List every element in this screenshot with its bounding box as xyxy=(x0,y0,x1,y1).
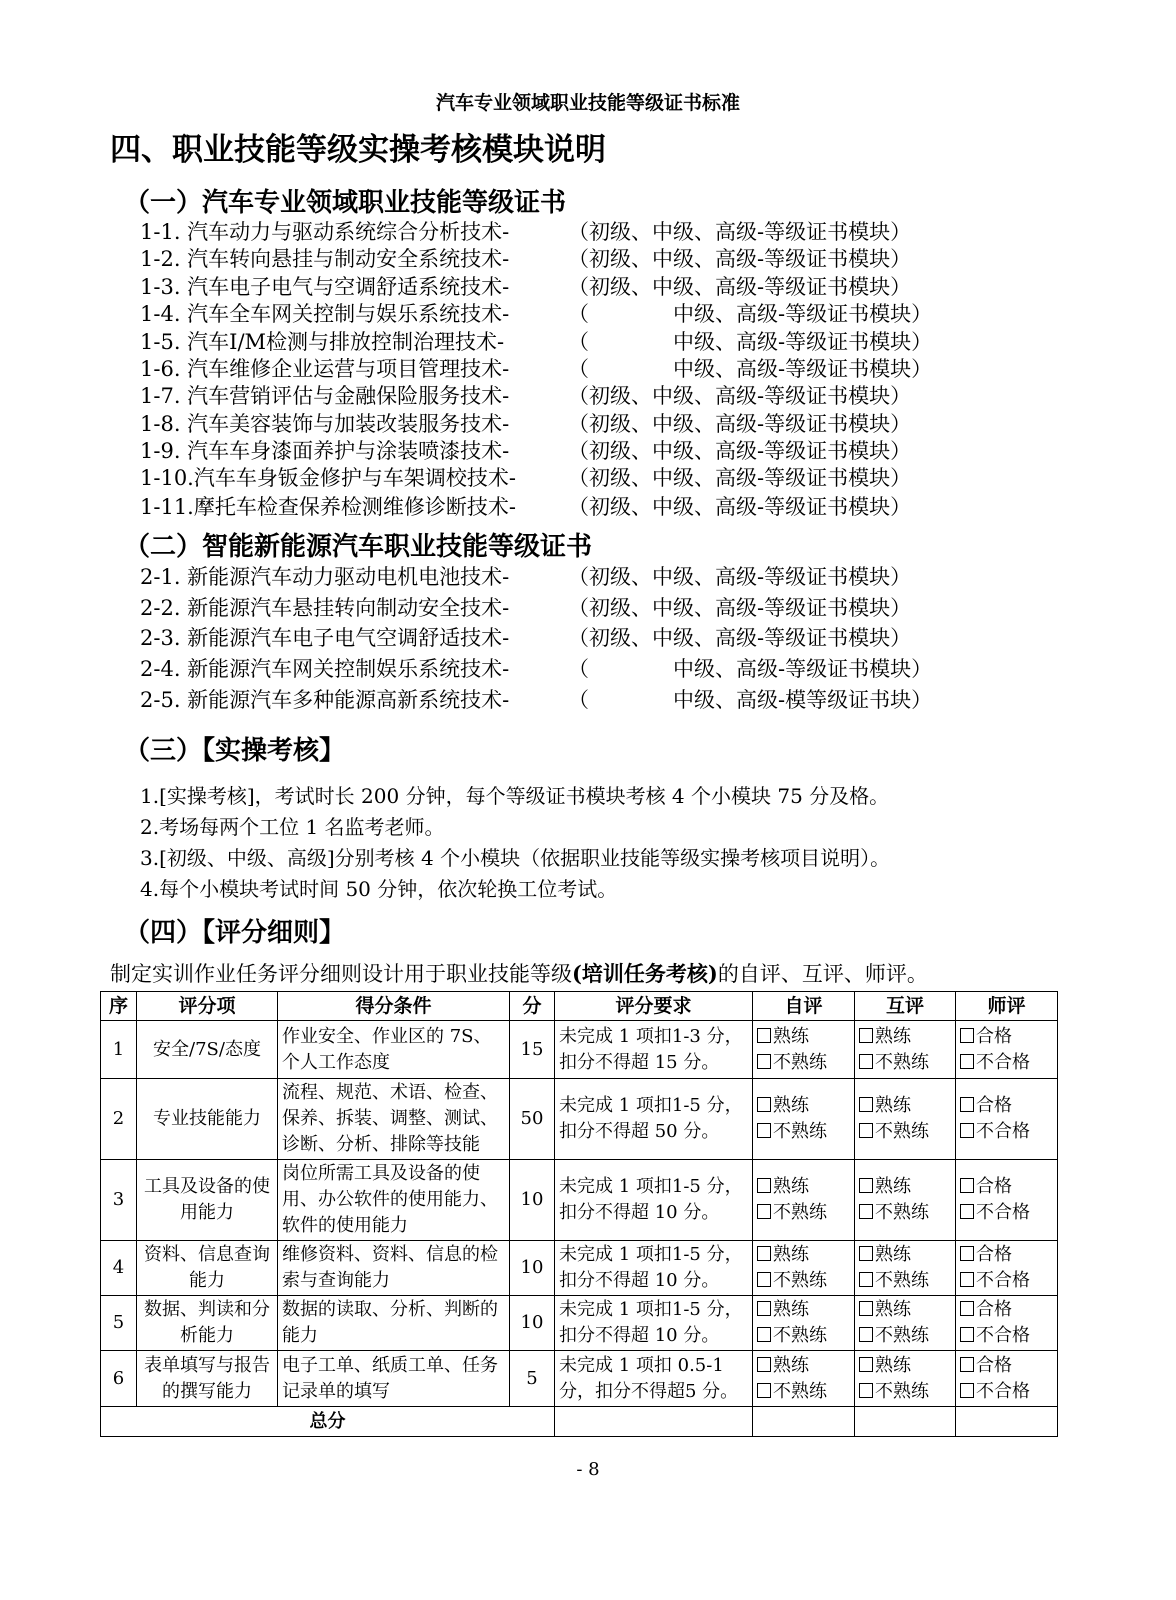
checkbox-option[interactable] xyxy=(757,1323,850,1349)
checkbox-label: 熟练 xyxy=(773,1244,809,1265)
checkbox-option[interactable] xyxy=(859,1323,951,1349)
table-row xyxy=(101,1296,1058,1351)
col-header-item: 评分项 xyxy=(137,992,278,1021)
checkbox-icon[interactable] xyxy=(757,1028,771,1043)
checkbox-label: 熟练 xyxy=(875,1354,911,1376)
checkbox-option[interactable] xyxy=(757,1242,850,1268)
module1-item xyxy=(140,491,912,521)
module1-item xyxy=(140,216,912,246)
item-levels: （初级、中级、高级-等级证书模块） xyxy=(568,626,912,650)
row-score: 10 xyxy=(510,1160,555,1241)
item-title: 2-5. 新能源汽车多种能源高新系统技术- xyxy=(140,688,510,712)
row-requirement: 未完成 1 项扣1-5 分，扣分不得超 50 分。 xyxy=(555,1079,753,1160)
module1-item xyxy=(140,408,912,438)
self-eval-cell xyxy=(753,1351,855,1407)
checkbox-icon[interactable] xyxy=(859,1054,873,1069)
checkbox-icon[interactable] xyxy=(757,1123,771,1138)
checkbox-option[interactable] xyxy=(859,1379,951,1405)
row-condition: 流程、规范、术语、检查、保养、拆装、调整、测试、诊断、分析、排除等技能 xyxy=(278,1079,510,1160)
checkbox-option[interactable] xyxy=(960,1353,1053,1379)
part4-title: （四）【评分细则】 xyxy=(124,918,346,948)
peer-eval-cell xyxy=(855,1241,956,1296)
peer-eval-cell xyxy=(855,1079,956,1160)
teacher-eval-cell xyxy=(956,1160,1058,1241)
part1-title: （一）汽车专业领域职业技能等级证书 xyxy=(124,188,567,218)
item-title: 2-2. 新能源汽车悬挂转向制动安全技术- xyxy=(140,596,510,620)
item-title: 2-4. 新能源汽车网关控制娱乐系统技术- xyxy=(140,657,510,681)
row-score: 10 xyxy=(510,1296,555,1351)
checkbox-option[interactable] xyxy=(960,1242,1053,1268)
checkbox-option[interactable] xyxy=(859,1093,951,1119)
checkbox-icon[interactable] xyxy=(960,1178,974,1193)
checkbox-icon[interactable] xyxy=(960,1246,974,1261)
checkbox-option[interactable] xyxy=(960,1323,1053,1349)
module1-item xyxy=(140,380,912,410)
item-title: 1-4. 汽车全车网关控制与娱乐系统技术- xyxy=(140,302,510,326)
total-label: 总分 xyxy=(101,1407,555,1437)
row-item: 数据、判读和分析能力 xyxy=(137,1296,278,1351)
checkbox-icon[interactable] xyxy=(859,1383,873,1398)
row-no: 6 xyxy=(101,1351,137,1407)
checkbox-label: 不熟练 xyxy=(773,1325,827,1346)
row-requirement: 未完成 1 项扣1-5 分，扣分不得超 10 分。 xyxy=(555,1296,753,1351)
item-levels: （初级、中级、高级-等级证书模块） xyxy=(568,275,912,299)
item-levels: （ 中级、高级-模等级证书块） xyxy=(568,688,933,712)
item-title: 1-6. 汽车维修企业运营与项目管理技术- xyxy=(140,357,510,381)
teacher-eval-cell xyxy=(956,1296,1058,1351)
checkbox-label: 熟练 xyxy=(773,1025,809,1047)
exam-rule-2: 2.考场每两个工位 1 名监考老师。 xyxy=(140,815,445,839)
checkbox-label: 熟练 xyxy=(773,1354,809,1376)
page-number: - 8 xyxy=(576,1459,600,1480)
total-self xyxy=(753,1407,855,1437)
checkbox-icon[interactable] xyxy=(859,1028,873,1043)
item-levels: （初级、中级、高级-等级证书模块） xyxy=(568,412,912,436)
checkbox-label: 熟练 xyxy=(875,1244,911,1265)
module1-item xyxy=(140,353,933,383)
checkbox-label: 不合格 xyxy=(976,1121,1030,1142)
checkbox-option[interactable] xyxy=(757,1050,850,1076)
module1-item xyxy=(140,462,912,492)
checkbox-label: 合格 xyxy=(976,1244,1012,1265)
item-levels: （初级、中级、高级-等级证书模块） xyxy=(568,247,912,271)
checkbox-option[interactable] xyxy=(859,1297,951,1323)
row-requirement: 未完成 1 项扣1-5 分，扣分不得超 10 分。 xyxy=(555,1241,753,1296)
checkbox-icon[interactable] xyxy=(859,1178,873,1193)
item-title: 1-2. 汽车转向悬挂与制动安全系统技术- xyxy=(140,247,510,271)
row-condition: 维修资料、资料、信息的检索与查询能力 xyxy=(278,1241,510,1296)
checkbox-icon[interactable] xyxy=(757,1246,771,1261)
checkbox-icon[interactable] xyxy=(960,1028,974,1043)
checkbox-label: 熟练 xyxy=(773,1095,809,1116)
checkbox-icon[interactable] xyxy=(757,1357,771,1372)
exam-rule-3: 3.[初级、中级、高级]分别考核 4 个小模块（依据职业技能等级实操考核项目说明）。 xyxy=(140,846,891,870)
checkbox-option[interactable] xyxy=(757,1268,850,1294)
row-no: 4 xyxy=(101,1241,137,1296)
checkbox-label: 不合格 xyxy=(976,1202,1030,1223)
table-row xyxy=(101,1241,1058,1296)
scoring-table xyxy=(100,991,1058,1437)
row-score: 50 xyxy=(510,1079,555,1160)
checkbox-label: 不熟练 xyxy=(773,1380,827,1402)
item-title: 1-1. 汽车动力与驱动系统综合分析技术- xyxy=(140,220,510,244)
checkbox-icon[interactable] xyxy=(859,1123,873,1138)
checkbox-label: 合格 xyxy=(976,1354,1012,1376)
item-title: 1-8. 汽车美容装饰与加装改装服务技术- xyxy=(140,412,510,436)
row-requirement: 未完成 1 项扣1-5 分，扣分不得超 10 分。 xyxy=(555,1160,753,1241)
checkbox-icon[interactable] xyxy=(757,1272,771,1287)
checkbox-icon[interactable] xyxy=(960,1054,974,1069)
checkbox-label: 合格 xyxy=(976,1299,1012,1320)
checkbox-option[interactable] xyxy=(960,1174,1053,1200)
checkbox-icon[interactable] xyxy=(757,1204,771,1219)
part2-title: （二）智能新能源汽车职业技能等级证书 xyxy=(124,532,593,562)
checkbox-label: 不合格 xyxy=(976,1325,1030,1346)
peer-eval-cell xyxy=(855,1160,956,1241)
checkbox-icon[interactable] xyxy=(859,1327,873,1342)
checkbox-label: 合格 xyxy=(976,1176,1012,1197)
row-item: 表单填写与报告的撰写能力 xyxy=(137,1351,278,1407)
exam-rule-1: 1.[实操考核]，考试时长 200 分钟，每个等级证书模块考核 4 个小模块 75 分及格。 xyxy=(140,784,890,808)
item-levels: （初级、中级、高级-等级证书模块） xyxy=(568,495,912,519)
item-levels: （初级、中级、高级-等级证书模块） xyxy=(568,384,912,408)
table-row xyxy=(101,1160,1058,1241)
checkbox-option[interactable] xyxy=(757,1174,850,1200)
col-header-peer: 互评 xyxy=(855,992,956,1021)
teacher-eval-cell xyxy=(956,1241,1058,1296)
checkbox-option[interactable] xyxy=(960,1119,1053,1145)
col-header-self: 自评 xyxy=(753,992,855,1021)
checkbox-icon[interactable] xyxy=(960,1383,974,1398)
module2-item xyxy=(140,622,912,652)
item-title: 1-3. 汽车电子电气与空调舒适系统技术- xyxy=(140,275,510,299)
checkbox-option[interactable] xyxy=(960,1093,1053,1119)
scoring-note: 制定实训作业任务评分细则设计用于职业技能等级(培训任务考核)的自评、互评、师评。 xyxy=(110,961,928,986)
checkbox-icon[interactable] xyxy=(960,1204,974,1219)
row-requirement: 未完成 1 项扣 0.5-1 分，扣分不得超5 分。 xyxy=(555,1351,753,1407)
col-header-requirement: 评分要求 xyxy=(555,992,753,1021)
item-title: 1-5. 汽车I/M检测与排放控制治理技术- xyxy=(140,330,505,354)
section-title: 四、职业技能等级实操考核模块说明 xyxy=(110,132,606,168)
total-requirement xyxy=(555,1407,753,1437)
checkbox-icon[interactable] xyxy=(859,1097,873,1112)
item-levels: （初级、中级、高级-等级证书模块） xyxy=(568,220,912,244)
row-no: 1 xyxy=(101,1021,137,1079)
checkbox-option[interactable] xyxy=(960,1297,1053,1323)
table-row xyxy=(101,1079,1058,1160)
col-header-score: 分 xyxy=(510,992,555,1021)
row-no: 3 xyxy=(101,1160,137,1241)
checkbox-icon[interactable] xyxy=(859,1272,873,1287)
checkbox-label: 不熟练 xyxy=(875,1051,929,1073)
module1-item xyxy=(140,326,933,356)
checkbox-icon[interactable] xyxy=(757,1054,771,1069)
checkbox-option[interactable] xyxy=(859,1119,951,1145)
item-title: 2-3. 新能源汽车电子电气空调舒适技术- xyxy=(140,626,510,650)
self-eval-cell xyxy=(753,1021,855,1079)
module2-item xyxy=(140,561,912,591)
total-peer xyxy=(855,1407,956,1437)
checkbox-option[interactable] xyxy=(859,1242,951,1268)
peer-eval-cell xyxy=(855,1021,956,1079)
checkbox-label: 不熟练 xyxy=(875,1380,929,1402)
checkbox-label: 不熟练 xyxy=(875,1121,929,1142)
checkbox-option[interactable] xyxy=(960,1024,1053,1050)
item-title: 1-11.摩托车检查保养检测维修诊断技术- xyxy=(140,495,516,519)
checkbox-icon[interactable] xyxy=(859,1301,873,1316)
checkbox-icon[interactable] xyxy=(960,1357,974,1372)
self-eval-cell xyxy=(753,1160,855,1241)
checkbox-option[interactable] xyxy=(960,1379,1053,1405)
row-condition: 作业安全、作业区的 7S、个人工作态度 xyxy=(278,1021,510,1079)
table-row xyxy=(101,1021,1058,1079)
self-eval-cell xyxy=(753,1241,855,1296)
self-eval-cell xyxy=(753,1296,855,1351)
checkbox-label: 熟练 xyxy=(773,1176,809,1197)
checkbox-icon[interactable] xyxy=(960,1272,974,1287)
part3-title: （三）【实操考核】 xyxy=(124,736,346,766)
module1-item xyxy=(140,298,933,328)
checkbox-icon[interactable] xyxy=(859,1246,873,1261)
checkbox-icon[interactable] xyxy=(757,1383,771,1398)
row-no: 5 xyxy=(101,1296,137,1351)
checkbox-label: 熟练 xyxy=(875,1299,911,1320)
item-levels: （ 中级、高级-等级证书模块） xyxy=(568,330,933,354)
table-row xyxy=(101,1351,1058,1407)
checkbox-label: 不熟练 xyxy=(773,1270,827,1291)
checkbox-label: 不熟练 xyxy=(875,1270,929,1291)
checkbox-option[interactable] xyxy=(757,1119,850,1145)
checkbox-label: 熟练 xyxy=(875,1176,911,1197)
checkbox-label: 合格 xyxy=(976,1095,1012,1116)
teacher-eval-cell xyxy=(956,1021,1058,1079)
checkbox-icon[interactable] xyxy=(757,1301,771,1316)
checkbox-label: 不合格 xyxy=(976,1051,1030,1073)
col-header-no: 序 xyxy=(101,992,137,1021)
checkbox-option[interactable] xyxy=(960,1050,1053,1076)
checkbox-label: 熟练 xyxy=(875,1095,911,1116)
self-eval-cell xyxy=(753,1079,855,1160)
module2-item xyxy=(140,653,933,683)
checkbox-label: 不合格 xyxy=(976,1270,1030,1291)
checkbox-icon[interactable] xyxy=(960,1097,974,1112)
checkbox-option[interactable] xyxy=(757,1024,850,1050)
checkbox-option[interactable] xyxy=(757,1353,850,1379)
checkbox-icon[interactable] xyxy=(757,1327,771,1342)
checkbox-option[interactable] xyxy=(960,1268,1053,1294)
module1-item xyxy=(140,271,912,301)
module2-item xyxy=(140,592,912,622)
checkbox-icon[interactable] xyxy=(960,1301,974,1316)
checkbox-icon[interactable] xyxy=(859,1357,873,1372)
row-condition: 数据的读取、分析、判断的能力 xyxy=(278,1296,510,1351)
checkbox-icon[interactable] xyxy=(960,1327,974,1342)
page-header: 汽车专业领域职业技能等级证书标准 xyxy=(435,92,740,114)
checkbox-icon[interactable] xyxy=(960,1123,974,1138)
checkbox-option[interactable] xyxy=(859,1353,951,1379)
checkbox-label: 不熟练 xyxy=(773,1051,827,1073)
row-item: 安全/7S/态度 xyxy=(137,1021,278,1079)
item-levels: （初级、中级、高级-等级证书模块） xyxy=(568,565,912,589)
row-condition: 岗位所需工具及设备的使用、办公软件的使用能力、软件的使用能力 xyxy=(278,1160,510,1241)
module1-item xyxy=(140,435,912,465)
checkbox-option[interactable] xyxy=(757,1297,850,1323)
peer-eval-cell xyxy=(855,1351,956,1407)
checkbox-icon[interactable] xyxy=(859,1204,873,1219)
item-title: 1-7. 汽车营销评估与金融保险服务技术- xyxy=(140,384,510,408)
row-score: 10 xyxy=(510,1241,555,1296)
checkbox-label: 熟练 xyxy=(773,1299,809,1320)
module2-item xyxy=(140,684,933,714)
item-title: 2-1. 新能源汽车动力驱动电机电池技术- xyxy=(140,565,510,589)
teacher-eval-cell xyxy=(956,1079,1058,1160)
item-levels: （初级、中级、高级-等级证书模块） xyxy=(568,596,912,620)
col-header-condition: 得分条件 xyxy=(278,992,510,1021)
row-score: 5 xyxy=(510,1351,555,1407)
checkbox-option[interactable] xyxy=(960,1200,1053,1226)
checkbox-option[interactable] xyxy=(859,1024,951,1050)
checkbox-label: 不熟练 xyxy=(773,1202,827,1223)
checkbox-option[interactable] xyxy=(859,1174,951,1200)
checkbox-option[interactable] xyxy=(859,1200,951,1226)
peer-eval-cell xyxy=(855,1296,956,1351)
table-header-row xyxy=(101,992,1058,1021)
checkbox-label: 不熟练 xyxy=(875,1202,929,1223)
item-levels: （ 中级、高级-等级证书模块） xyxy=(568,657,933,681)
item-levels: （初级、中级、高级-等级证书模块） xyxy=(568,439,912,463)
checkbox-option[interactable] xyxy=(859,1268,951,1294)
row-item: 专业技能能力 xyxy=(137,1079,278,1160)
checkbox-option[interactable] xyxy=(757,1093,850,1119)
teacher-eval-cell xyxy=(956,1351,1058,1407)
item-title: 1-10.汽车车身钣金修护与车架调校技术- xyxy=(140,466,516,490)
row-score: 15 xyxy=(510,1021,555,1079)
module1-item xyxy=(140,243,912,273)
exam-rule-4: 4.每个小模块考试时间 50 分钟，依次轮换工位考试。 xyxy=(140,877,618,901)
checkbox-label: 合格 xyxy=(976,1025,1012,1047)
checkbox-label: 熟练 xyxy=(875,1025,911,1047)
checkbox-option[interactable] xyxy=(757,1200,850,1226)
row-no: 2 xyxy=(101,1079,137,1160)
row-requirement: 未完成 1 项扣1-3 分，扣分不得超 15 分。 xyxy=(555,1021,753,1079)
checkbox-icon[interactable] xyxy=(757,1097,771,1112)
row-item: 工具及设备的使用能力 xyxy=(137,1160,278,1241)
item-title: 1-9. 汽车车身漆面养护与涂装喷漆技术- xyxy=(140,439,510,463)
row-condition: 电子工单、纸质工单、任务记录单的填写 xyxy=(278,1351,510,1407)
checkbox-label: 不熟练 xyxy=(773,1121,827,1142)
checkbox-icon[interactable] xyxy=(757,1178,771,1193)
item-levels: （ 中级、高级-等级证书模块） xyxy=(568,302,933,326)
total-teacher xyxy=(956,1407,1058,1437)
item-levels: （ 中级、高级-等级证书模块） xyxy=(568,357,933,381)
col-header-teacher: 师评 xyxy=(956,992,1058,1021)
checkbox-label: 不合格 xyxy=(976,1380,1030,1402)
checkbox-option[interactable] xyxy=(757,1379,850,1405)
total-row xyxy=(101,1407,1058,1437)
item-levels: （初级、中级、高级-等级证书模块） xyxy=(568,466,912,490)
checkbox-option[interactable] xyxy=(859,1050,951,1076)
row-item: 资料、信息查询能力 xyxy=(137,1241,278,1296)
checkbox-label: 不熟练 xyxy=(875,1325,929,1346)
